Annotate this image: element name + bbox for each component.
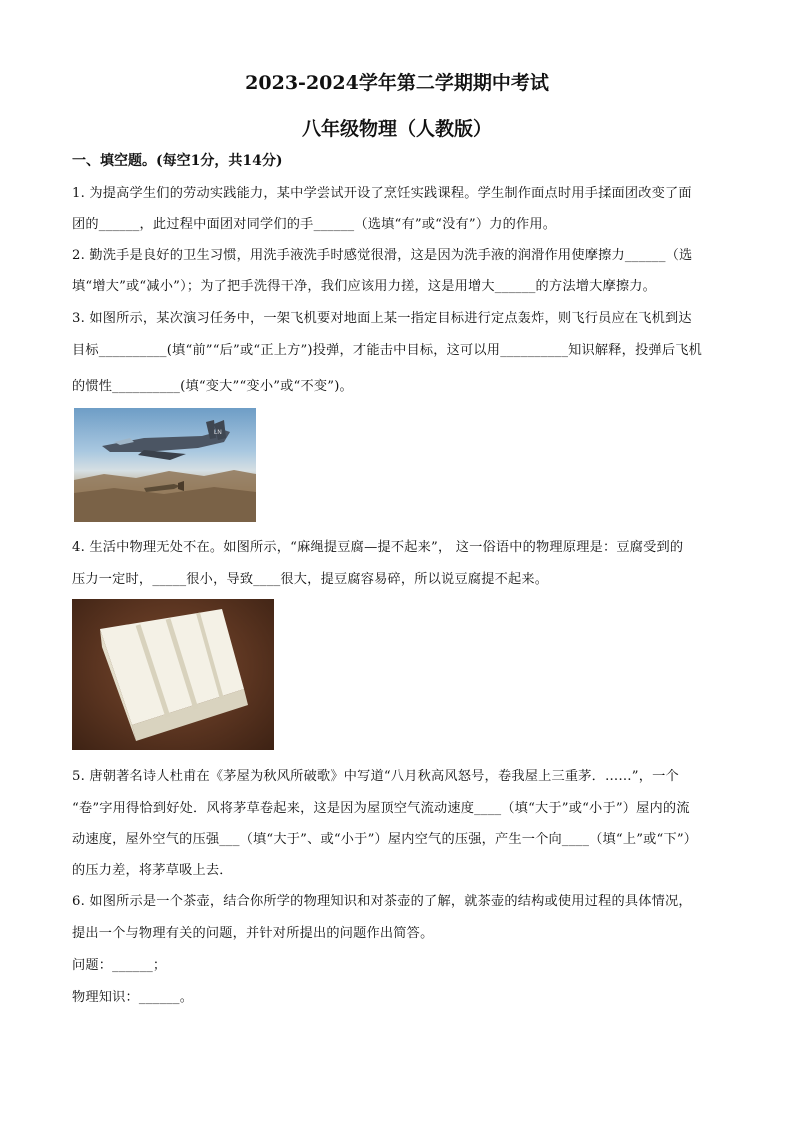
question-5-line-2: “卷”字用得恰到好处．风将茅草卷起来，这是因为屋顶空气流动速度____（填“大于”或“小于”）屋内的流: [72, 801, 690, 816]
question-6-knowledge-blank: 物理知识：______。: [72, 990, 194, 1005]
exam-subtitle: 八年级物理（人教版）: [301, 118, 492, 140]
question-4-line-2: 压力一定时，_____很小，导致____很大，提豆腐容易碎，所以说豆腐提不起来。: [72, 572, 549, 587]
question-3-line-1: 3. 如图所示，某次演习任务中，一架飞机要对地面上某一指定目标进行定点轰炸，则飞行员应在飞机到达: [72, 311, 692, 326]
jet-tail-code: LN: [214, 430, 222, 436]
question-1-line-1: 1. 为提高学生们的劳动实践能力，某中学尝试开设了烹饪实践课程。学生制作面点时用手揉面团改变了面: [72, 186, 692, 201]
question-5-line-1: 5. 唐朝著名诗人杜甫在《茅屋为秋风所破歌》中写道“八月秋高风怒号，卷我屋上三重茅．……”，一个: [72, 769, 679, 784]
tofu-illustration: [72, 599, 274, 750]
question-5-line-4: 的压力差，将茅草吸上去．: [72, 863, 233, 878]
question-5-line-3: 动速度，屋外空气的压强___（填“大于”、或“小于”）屋内空气的压强，产生一个向____（填“上”或“下”）: [72, 832, 698, 847]
section-heading: 一、填空题。(每空1分，共14分): [72, 153, 283, 169]
question-6-line-2: 提出一个与物理有关的问题，并针对所提出的问题作出简答。: [72, 926, 434, 941]
question-6-line-1: 6. 如图所示是一个茶壶，结合你所学的物理知识和对茶壶的了解，就茶壶的结构或使用过程的具体情况，: [72, 894, 692, 909]
question-3-line-2: 目标__________(填“前”“后”或“正上方”)投弹，才能击中目标，这可以用__________知识解释，投弹后飞机: [72, 343, 703, 358]
question-2-line-2: 填“增大”或“减小”）；为了把手洗得干净，我们应该用力搓，这是用增大______的方法增大摩擦力。: [72, 279, 657, 294]
question-3-line-3: 的惯性__________(填“变大”“变小”或“不变”)。: [72, 379, 353, 394]
question-4-line-1: 4. 生活中物理无处不在。如图所示，“麻绳提豆腐—提不起来”， 这一俗语中的物理原理是：豆腐受到的: [72, 540, 684, 555]
fighter-jet-photo: [74, 408, 256, 522]
tofu-photo: [72, 599, 274, 750]
question-2-line-1: 2. 勤洗手是良好的卫生习惯，用洗手液洗手时感觉很滑，这是因为洗手液的润滑作用使摩擦力______（选: [72, 248, 693, 263]
question-6-question-blank: 问题：______；: [72, 958, 167, 973]
question-1-line-2: 团的______，此过程中面团对同学们的手______（选填“有”或“没有”）力的作用。: [72, 217, 557, 232]
exam-title: 2023-2024学年第二学期期中考试: [245, 72, 549, 94]
fighter-jet-illustration: [74, 408, 256, 522]
